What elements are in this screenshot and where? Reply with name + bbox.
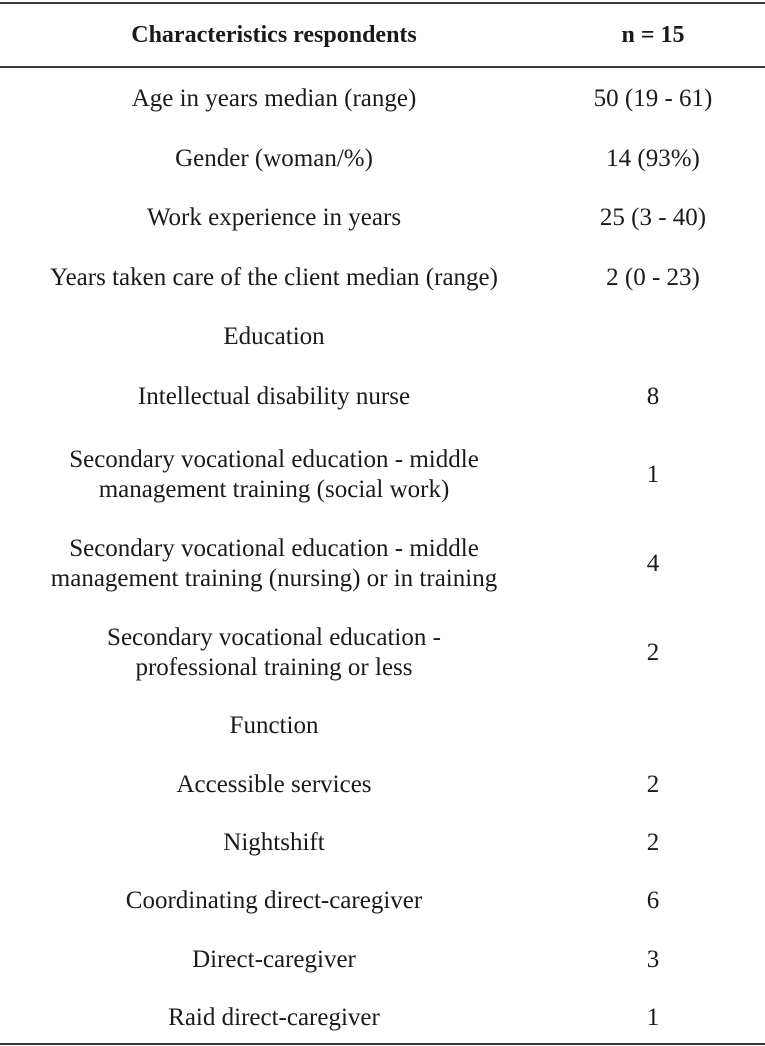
row-value: 4 — [646, 550, 660, 577]
row-value: 2 — [646, 829, 660, 856]
row-label: Direct-caregiver — [192, 946, 356, 973]
row-label: Coordinating direct-caregiver — [125, 887, 423, 914]
row-value: 1 — [646, 461, 660, 488]
header-characteristics: Characteristics respondents — [131, 22, 417, 48]
row-label-line: Secondary vocational education - middle — [69, 446, 479, 473]
row-label: Intellectual disability nurse — [137, 383, 411, 410]
row-label: Years taken care of the client median (range) — [50, 264, 498, 291]
row-label: Gender (woman/%) — [175, 145, 373, 172]
row-label-line: Secondary vocational education - middle — [69, 535, 479, 562]
row-value: 2 — [646, 771, 660, 798]
bottom-rule — [0, 1043, 765, 1045]
row-value: 14 (93%) — [606, 145, 700, 172]
row-label-line: Secondary vocational education - — [107, 624, 441, 651]
row-label: Nightshift — [223, 829, 325, 856]
row-label: Work experience in years — [146, 204, 402, 231]
row-label-line: management training (nursing) or in training — [50, 565, 498, 592]
section-label: Education — [223, 323, 325, 350]
row-value: 2 — [646, 639, 660, 666]
row-label — [0, 534, 548, 594]
row-value: 6 — [646, 887, 660, 914]
row-label-line: management training (social work) — [98, 476, 450, 503]
row-value: 3 — [646, 946, 660, 973]
row-label: Age in years median (range) — [131, 85, 417, 112]
header-rule — [0, 66, 765, 68]
top-rule — [0, 2, 765, 4]
row-label-line: professional training or less — [135, 654, 413, 681]
row-label: Accessible services — [176, 771, 372, 798]
row-value: 8 — [646, 383, 660, 410]
row-value: 50 (19 - 61) — [593, 85, 713, 112]
row-label — [0, 623, 548, 683]
row-label: Raid direct-caregiver — [168, 1004, 380, 1031]
row-value: 25 (3 - 40) — [599, 204, 707, 231]
header-n: n = 15 — [621, 22, 685, 48]
section-label: Function — [229, 712, 319, 739]
row-value: 2 (0 - 23) — [606, 264, 700, 291]
row-value: 1 — [646, 1004, 660, 1031]
row-label — [0, 445, 548, 505]
